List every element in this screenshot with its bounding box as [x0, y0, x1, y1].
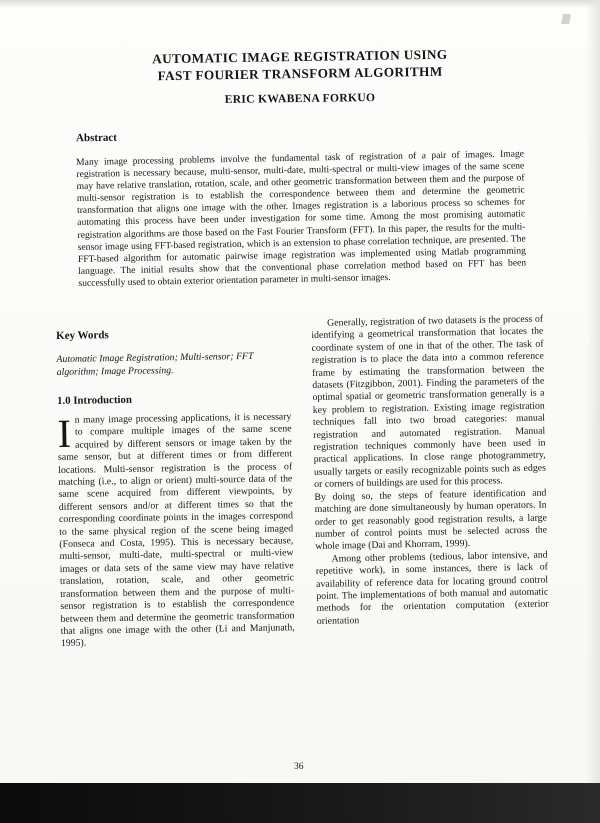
scan-shadow-right	[586, 0, 600, 823]
left-column	[56, 326, 295, 650]
introduction-text: n many image processing applications, it is necessary to compare multiple images of the same scene acquired by different sensors or image taken by the same sensor, but at different times or from different locations. Multi-sensor registration is the process of matching (i.e., to align or orient) multi-source data of the same scene acquired from different viewpoints, by different sensors and/or at different times so that the corresponding coordinate points in the images correspond to the same physical region of the scene being imaged (Fonseca and Costa, 1995). This is necessary because, multi-sensor, multi-date, multi-spectral or multi-view images or data sets of the same view may have relative translation, rotation, scale, and other geometric transformation between them and the purpose of multi-sensor registration is to establish the correspondence between them and determine the geometric transformation that aligns one image with the other (Li and Manjunath, 1995).	[57, 411, 295, 650]
title-line-2: FAST FOURIER TRANSFORM ALGORITHM	[157, 63, 443, 84]
introduction-paragraph	[57, 411, 295, 650]
scan-corner-mark	[561, 14, 571, 24]
body-paragraph-3: Among other problems (tedious, labor intensive, and repetitive work), in some instances, there is lack of availability of reference data for locating ground control point. The implementations of both manual and automatic methods for the orientation computation (exterior orientation	[315, 549, 549, 627]
title-line-1: AUTOMATIC IMAGE REGISTRATION USING	[152, 46, 448, 67]
body-paragraph-1: Generally, registration of two datasets is the process of identifying a geometrical transformation that locates the coordinate system of one in that of the other. The task of registration is to place the data into a common reference frame by estimating the transformation between the datasets (Fitzgibbon, 2001). Finding the parameters of the optimal spatial or geometric transformation generally is a key problem to registration. Existing image registration techniques fall into two broad categories: manual registration and automated registration. Manual registration techniques commonly have been used in practical applications. In close range photogrammetry, usually targets or easily recognizable points such as edges or corners of buildings are used for this process.	[311, 313, 547, 491]
drop-cap: I	[57, 410, 72, 456]
abstract-text: Many image processing problems involve the fundamental task of registration of a pair of images. Image registration is necessary because, multi-sensor, multi-date, multi-spectral or multi-view images of the same scene may have relative translation, rotation, scale, and other geometric transformation between them and the purpose of multi-sensor registration is to establish the correspondence between them and determine the geometric transformation that aligns one image with the other. Images registration is a laborious process so schemes for automating this process have been under investigation for some time. Among the most promising automatic registration algorithms are those based on the Fast Fourier Transform (FFT). In this paper, the results for the multi-sensor image using FFT-based registration, which is an extension to phase correlation technique, are presented. The FFT-based algorithm for automatic pairwise image registration was implemented using Matlab programming language. The initial results show that the conventional phase correlation method based on FFT has been successfully used to obtain exterior orientation parameter in multi-sensor images.	[76, 147, 527, 289]
abstract-heading: Abstract	[75, 131, 117, 145]
body-paragraph-2: By doing so, the steps of feature identification and matching are done simultaneously by human operators. In order to get reasonably good registration results, a large number of control points must be selected across the whole image (Dai and Khorram, 1999).	[314, 487, 548, 553]
scan-shadow-bottom	[0, 783, 600, 823]
keywords-text: Automatic Image Registration; Multi-sensor; FFT algorithm; Image Processing.	[56, 350, 254, 378]
scan-shadow-top	[0, 0, 600, 8]
right-column	[311, 314, 549, 629]
keywords-heading: Key Words	[56, 329, 109, 342]
page-number: 36	[294, 762, 304, 772]
introduction-heading: 1.0 Introduction	[57, 393, 132, 407]
author-name: ERIC KWABENA FORKUO	[224, 91, 376, 106]
paper-title	[120, 45, 480, 85]
